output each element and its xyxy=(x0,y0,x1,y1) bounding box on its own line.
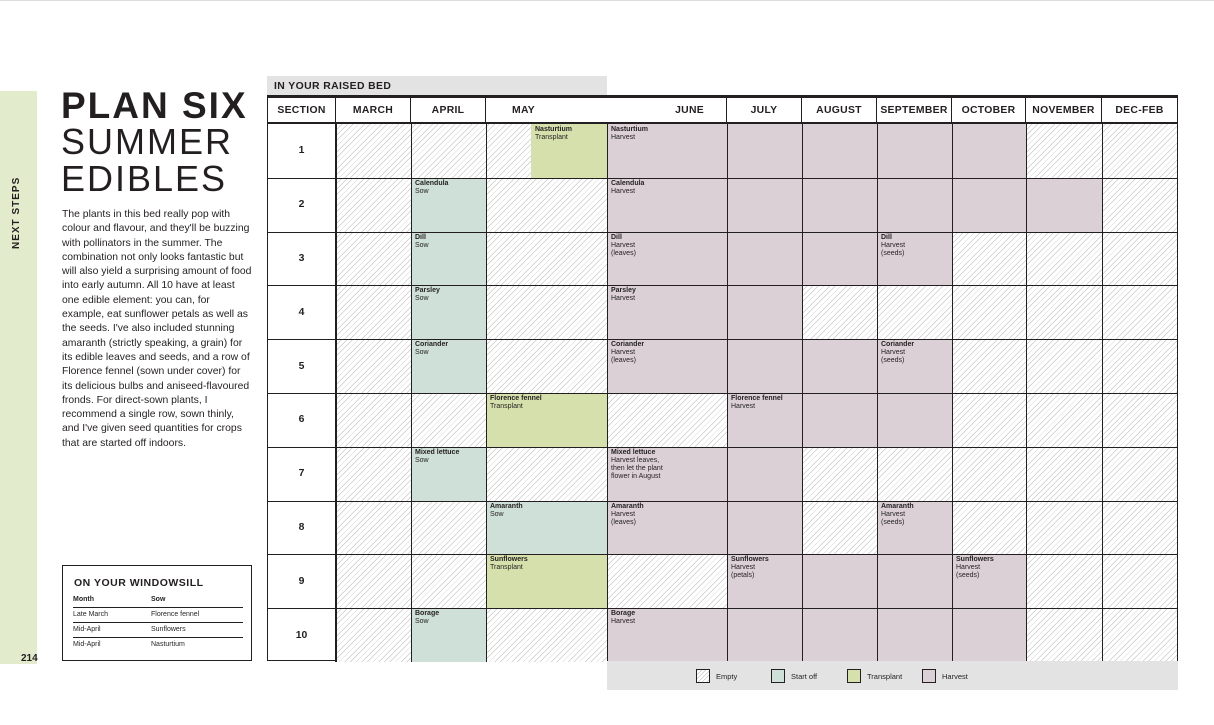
calendar-cell-empty xyxy=(802,285,1177,339)
plant-action: Harvest xyxy=(611,134,636,141)
windowsill-table xyxy=(73,593,243,652)
section-number-8: 8 xyxy=(268,501,336,555)
cell-label xyxy=(611,287,636,303)
column-divider xyxy=(802,124,803,662)
plant-name: Mixed lettuce xyxy=(611,448,656,456)
calendar-cell-empty xyxy=(336,339,411,393)
column-divider xyxy=(607,124,608,662)
calendar-cell-harvest xyxy=(607,285,802,339)
calendar-cell-empty xyxy=(802,501,877,555)
plant-name: Parsley xyxy=(415,287,440,295)
plant-name: Borage xyxy=(415,610,440,618)
calendar-cell-transplant xyxy=(531,124,607,178)
section-number-2: 2 xyxy=(268,178,336,232)
windowsill-plant: Sunflowers xyxy=(151,622,243,637)
calendar-cell-harvest xyxy=(877,339,952,393)
cell-label xyxy=(611,234,636,258)
plant-name: Calendula xyxy=(611,179,645,187)
calendar-cell-harvest xyxy=(607,232,877,286)
month-header-may: MAY xyxy=(486,98,607,124)
column-divider xyxy=(486,124,487,662)
legend-item-empty xyxy=(696,669,737,683)
plant-action: Harvest (leaves) xyxy=(611,241,636,257)
section-number-5: 5 xyxy=(268,339,336,393)
plant-name: Sunflowers xyxy=(956,556,994,564)
plant-name: Mixed lettuce xyxy=(415,448,460,456)
calendar-cell-harvest xyxy=(607,447,802,501)
month-header-september: SEPTEMBER xyxy=(877,98,952,124)
legend-label: Harvest xyxy=(942,671,968,681)
row-divider xyxy=(268,178,1177,179)
calendar-cell-transplant xyxy=(486,554,607,608)
calendar-cell-empty xyxy=(336,285,411,339)
legend-item-harvest xyxy=(922,669,968,683)
calendar-cell-empty xyxy=(952,501,1177,555)
month-header-july: JULY xyxy=(727,98,802,124)
plant-action: Sow xyxy=(415,295,429,303)
cell-label xyxy=(490,395,542,411)
legend-item-startoff xyxy=(771,669,817,683)
windowsill-month: Mid-April xyxy=(73,641,101,649)
plant-name: Dill xyxy=(415,233,426,241)
row-divider xyxy=(268,608,1177,609)
plant-action: Harvest xyxy=(611,295,636,303)
windowsill-box xyxy=(62,565,252,661)
legend-swatch-harvest xyxy=(922,669,936,683)
plant-action: Transplant xyxy=(490,403,523,410)
cell-label xyxy=(415,449,459,465)
plant-name: Coriander xyxy=(611,341,645,349)
legend-swatch-startoff xyxy=(771,669,785,683)
cell-label xyxy=(490,503,523,519)
plant-action: Sow xyxy=(415,187,429,195)
row-divider xyxy=(268,501,1177,502)
plant-name: Sunflowers xyxy=(490,556,528,564)
calendar-cell-harvest xyxy=(607,501,802,555)
calendar-cell-empty xyxy=(952,393,1177,447)
plant-name: Amaranth xyxy=(611,502,644,510)
column-divider xyxy=(411,124,412,662)
plant-name: Florence fennel xyxy=(731,395,783,402)
section-number-1: 1 xyxy=(268,124,336,178)
windowsill-row xyxy=(73,607,243,622)
row-divider xyxy=(268,393,1177,394)
calendar-cell-empty xyxy=(486,339,607,393)
cell-label xyxy=(611,449,663,481)
windowsill-row xyxy=(73,622,243,637)
calendar-cell-harvest xyxy=(607,124,1026,178)
section-number-3: 3 xyxy=(268,232,336,286)
windowsill-plant: Nasturtium xyxy=(151,641,185,649)
calendar-cell-empty xyxy=(336,124,531,178)
calendar-cell-empty xyxy=(802,447,1177,501)
calendar-cell-startoff xyxy=(411,608,486,662)
calendar-cell-empty xyxy=(952,232,1177,286)
section-number-10: 10 xyxy=(268,608,336,662)
plant-name: Coriander xyxy=(881,341,915,349)
row-divider xyxy=(268,447,1177,448)
plant-name: Amaranth xyxy=(881,502,914,510)
cell-label xyxy=(731,556,769,580)
plant-name: Nasturtium xyxy=(535,126,572,133)
column-divider xyxy=(1102,124,1103,662)
plant-action: Harvest xyxy=(731,403,756,410)
calendar-cell-empty xyxy=(486,608,607,662)
calendar-cell-harvest xyxy=(607,178,1102,232)
plant-name: Nasturtium xyxy=(611,126,648,133)
plant-name: Coriander xyxy=(415,341,449,349)
calendar-cell-empty xyxy=(336,608,411,662)
column-divider xyxy=(877,124,878,662)
cell-label xyxy=(415,234,429,250)
calendar-cell-empty xyxy=(486,232,607,286)
calendar-cell-harvest xyxy=(607,608,1026,662)
plant-action: Harvest xyxy=(611,618,636,626)
calendar-cell-empty xyxy=(336,178,411,232)
plant-name: Calendula xyxy=(415,179,449,187)
month-header-march: MARCH xyxy=(336,98,411,124)
plant-action: Harvest leaves, then let the plant flower in August xyxy=(611,456,663,480)
calendar-cell-empty xyxy=(952,339,1177,393)
row-divider xyxy=(268,232,1177,233)
column-divider xyxy=(1026,124,1027,662)
calendar-cell-empty xyxy=(607,554,727,608)
row-divider xyxy=(268,554,1177,555)
section-column-header: SECTION xyxy=(268,98,336,124)
windowsill-month: Late March xyxy=(73,607,151,622)
raised-bed-title: IN YOUR RAISED BED xyxy=(274,81,392,92)
cell-label xyxy=(611,180,644,196)
windowsill-title: ON YOUR WINDOWSILL xyxy=(74,577,204,589)
planting-calendar-grid xyxy=(267,95,1178,661)
plant-action: Harvest xyxy=(611,187,636,195)
section-number-9: 9 xyxy=(268,554,336,608)
row-divider xyxy=(268,285,1177,286)
calendar-cell-harvest xyxy=(727,554,952,608)
calendar-cell-empty xyxy=(486,178,607,232)
calendar-cell-empty xyxy=(336,232,411,286)
calendar-cell-startoff xyxy=(411,232,486,286)
column-divider xyxy=(727,124,728,662)
month-header-august: AUGUST xyxy=(802,98,877,124)
plant-action: Harvest (seeds) xyxy=(881,349,906,365)
plant-action: Harvest (seeds) xyxy=(956,564,981,580)
column-divider xyxy=(336,124,337,662)
legend-swatch-empty xyxy=(696,669,710,683)
legend-label: Transplant xyxy=(867,671,903,681)
calendar-cell-empty xyxy=(486,285,607,339)
side-tab xyxy=(0,91,37,664)
month-header-dec-feb: DEC-FEB xyxy=(1102,98,1177,124)
cell-label xyxy=(881,503,914,527)
cell-label xyxy=(415,180,448,196)
legend-label: Empty xyxy=(716,671,738,681)
plant-action: Sow xyxy=(415,349,429,357)
calendar-cell-startoff xyxy=(411,339,486,393)
page-number: 214 xyxy=(21,653,38,664)
calendar-cell-startoff xyxy=(411,447,486,501)
calendar-cell-empty xyxy=(336,447,411,501)
page-title-line1: PLAN SIX xyxy=(61,85,248,126)
legend-item-transplant xyxy=(847,669,902,683)
month-header-november: NOVEMBER xyxy=(1026,98,1102,124)
plant-action: Harvest (seeds) xyxy=(881,510,906,526)
calendar-cell-startoff xyxy=(411,178,486,232)
plant-action: Harvest (leaves) xyxy=(611,510,636,526)
cell-label xyxy=(956,556,994,580)
cell-label xyxy=(881,341,914,365)
cell-label xyxy=(611,610,635,626)
column-divider xyxy=(952,124,953,662)
calendar-cell-empty xyxy=(486,447,607,501)
cell-label xyxy=(731,395,783,411)
windowsill-header-row xyxy=(73,593,243,607)
legend-label: Start off xyxy=(791,671,818,681)
plant-name: Florence fennel xyxy=(490,395,542,402)
month-header-october: OCTOBER xyxy=(952,98,1026,124)
calendar-cell-harvest xyxy=(607,339,877,393)
plant-action: Harvest (petals) xyxy=(731,564,756,580)
plant-action: Harvest (seeds) xyxy=(881,241,906,257)
cell-label xyxy=(415,341,448,357)
side-tab-label: NEXT STEPS xyxy=(11,176,22,249)
calendar-cell-empty xyxy=(607,393,727,447)
legend-swatch-transplant xyxy=(847,669,861,683)
plant-action: Harvest (leaves) xyxy=(611,349,636,365)
calendar-cell-transplant xyxy=(486,393,607,447)
cell-label xyxy=(415,287,440,303)
plant-action: Sow xyxy=(490,510,504,518)
cell-label xyxy=(535,126,572,142)
windowsill-header-month: Month xyxy=(73,593,151,607)
calendar-cell-harvest xyxy=(877,501,952,555)
windowsill-row xyxy=(73,637,243,652)
plant-action: Sow xyxy=(415,241,429,249)
cell-label xyxy=(611,503,644,527)
calendar-cell-harvest xyxy=(727,393,952,447)
cell-label xyxy=(415,610,439,626)
month-header-april: APRIL xyxy=(411,98,486,124)
windowsill-month: Mid-April xyxy=(73,622,151,637)
calendar-cell-harvest xyxy=(952,554,1026,608)
plant-name: Dill xyxy=(881,233,892,241)
row-divider xyxy=(268,339,1177,340)
plant-action: Transplant xyxy=(490,564,523,572)
windowsill-plant: Florence fennel xyxy=(151,607,243,622)
plant-name: Amaranth xyxy=(490,502,523,510)
plant-name: Parsley xyxy=(611,287,636,295)
cell-label xyxy=(881,234,905,258)
plant-action: Sow xyxy=(415,618,429,626)
page-title-line2: SUMMER EDIBLES xyxy=(61,121,233,199)
intro-paragraph: The plants in this bed really pop with colour and flavour, and they'll be buzzing with pollinators in the summer. The combination not only looks fantastic but will also yield a surprising amount of food into early autumn. All 10 have at least one edible element: you can, for example, eat sunflower petals as well as the seeds. I've also included stunning amaranth (strictly speaking, a grain) for its edible leaves and seeds, and a row of Florence fennel (sown under cover) for its delicious bulbs and aniseed-flavoured fronds. For direct-sown plants, I recommend a single row, sown thinly, and I've given seed quantities for crops that are started off indoors. xyxy=(62,209,252,449)
calendar-cell-harvest xyxy=(877,232,952,286)
cell-label xyxy=(611,341,644,365)
calendar-cell-startoff xyxy=(411,285,486,339)
page-top-border xyxy=(0,0,1214,1)
calendar-cell-startoff xyxy=(486,501,607,555)
plant-name: Borage xyxy=(611,610,636,618)
section-number-7: 7 xyxy=(268,447,336,501)
plant-name: Sunflowers xyxy=(731,556,769,564)
section-number-4: 4 xyxy=(268,285,336,339)
windowsill-header-sow: Sow xyxy=(151,593,243,607)
calendar-cell-empty xyxy=(1102,178,1177,232)
plant-action: Sow xyxy=(415,456,429,464)
cell-label xyxy=(611,126,648,142)
plant-name: Dill xyxy=(611,233,622,241)
cell-label xyxy=(490,556,528,572)
month-header-june: JUNE xyxy=(607,98,727,124)
section-number-6: 6 xyxy=(268,393,336,447)
plant-action: Transplant xyxy=(535,134,568,141)
